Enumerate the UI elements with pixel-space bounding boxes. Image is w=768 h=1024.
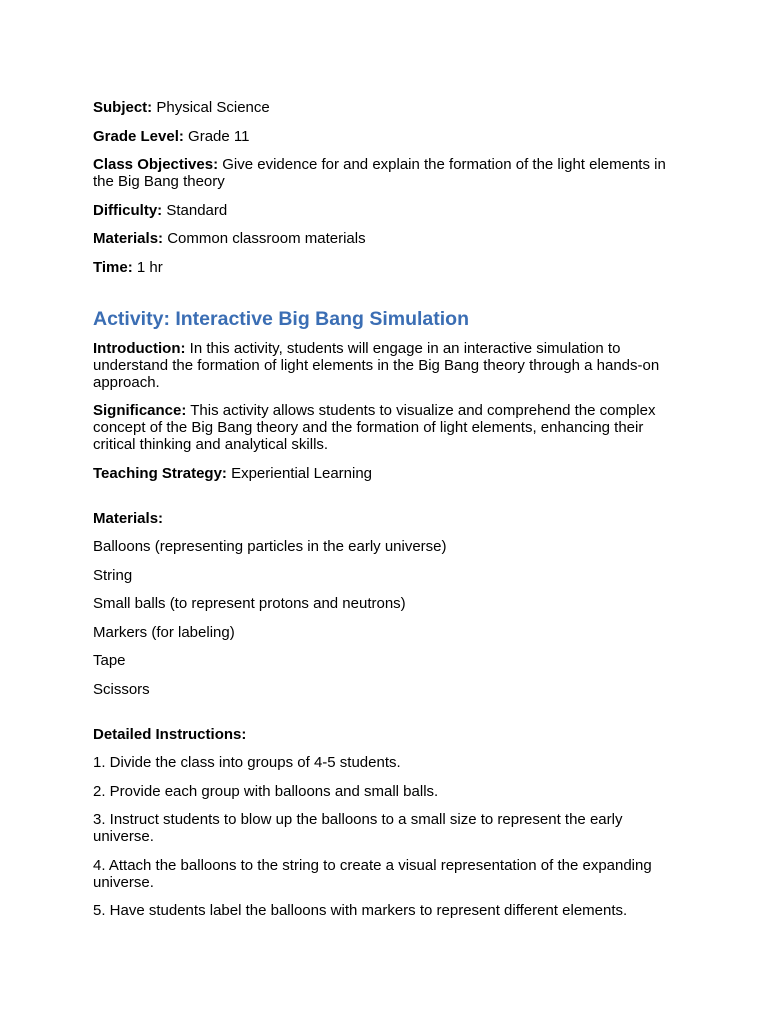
materials-heading: Materials: (93, 509, 164, 527)
significance-label: Significance: (93, 402, 187, 419)
subject-value: Physical Science (152, 99, 270, 116)
time-value: 1 hr (132, 258, 163, 276)
material-item: Tape (93, 652, 126, 669)
subject-line (93, 99, 678, 116)
grade-level-label: Grade Level: (93, 127, 184, 145)
time-label: Time: (93, 258, 133, 276)
instruction-step: 2. Provide each group with balloons and small balls. (93, 782, 439, 800)
difficulty-value: Standard (162, 201, 228, 219)
class-objectives-value: Give evidence for and explain the formation of the light elements in the Big Bang theory (93, 156, 666, 190)
teaching-strategy-label: Teaching Strategy: (93, 464, 227, 482)
materials-summary-line (93, 230, 678, 247)
teaching-strategy-text: Experiential Learning (226, 464, 373, 482)
significance-text: This activity allows students to visualize and comprehend the complex concept of the Big Bang theory and the formation of light elements, enhancing their critical thinking and analytical skills. (93, 402, 656, 453)
instruction-step: 5. Have students label the balloons with markers to represent different elements. (93, 902, 628, 919)
grade-level-value: Grade 11 (183, 127, 250, 145)
time-line (93, 259, 678, 276)
material-item: String (93, 566, 133, 584)
difficulty-line (93, 202, 678, 219)
material-item: Scissors (93, 680, 150, 698)
subject-label: Subject: (93, 99, 153, 116)
significance-paragraph (93, 402, 678, 453)
instruction-step: 3. Instruct students to blow up the balloons to a small size to represent the early universe. (93, 811, 623, 845)
materials-summary-label: Materials: (93, 230, 164, 247)
material-item: Markers (for labeling) (93, 623, 235, 641)
material-item: Small balls (to represent protons and neutrons) (93, 595, 406, 612)
teaching-strategy-paragraph (93, 465, 678, 482)
grade-level-line (93, 128, 678, 145)
activity-heading: Activity: Interactive Big Bang Simulation (93, 307, 469, 330)
class-objectives-label: Class Objectives: (93, 156, 219, 173)
material-item: Balloons (representing particles in the early universe) (93, 538, 447, 555)
difficulty-label: Difficulty: (93, 201, 163, 219)
document-page (93, 99, 678, 931)
introduction-label: Introduction: (93, 339, 186, 357)
instruction-step: 1. Divide the class into groups of 4-5 students. (93, 754, 401, 771)
instruction-step: 4. Attach the balloons to the string to create a visual representation of the expanding universe. (93, 856, 652, 891)
class-objectives-line (93, 156, 678, 190)
materials-summary-value: Common classroom materials (163, 230, 366, 247)
introduction-text: In this activity, students will engage in an interactive simulation to understand the formation of light elements in the Big Bang theory through a hands-on approach. (93, 339, 660, 391)
introduction-paragraph (93, 340, 678, 391)
instructions-heading: Detailed Instructions: (93, 725, 247, 743)
